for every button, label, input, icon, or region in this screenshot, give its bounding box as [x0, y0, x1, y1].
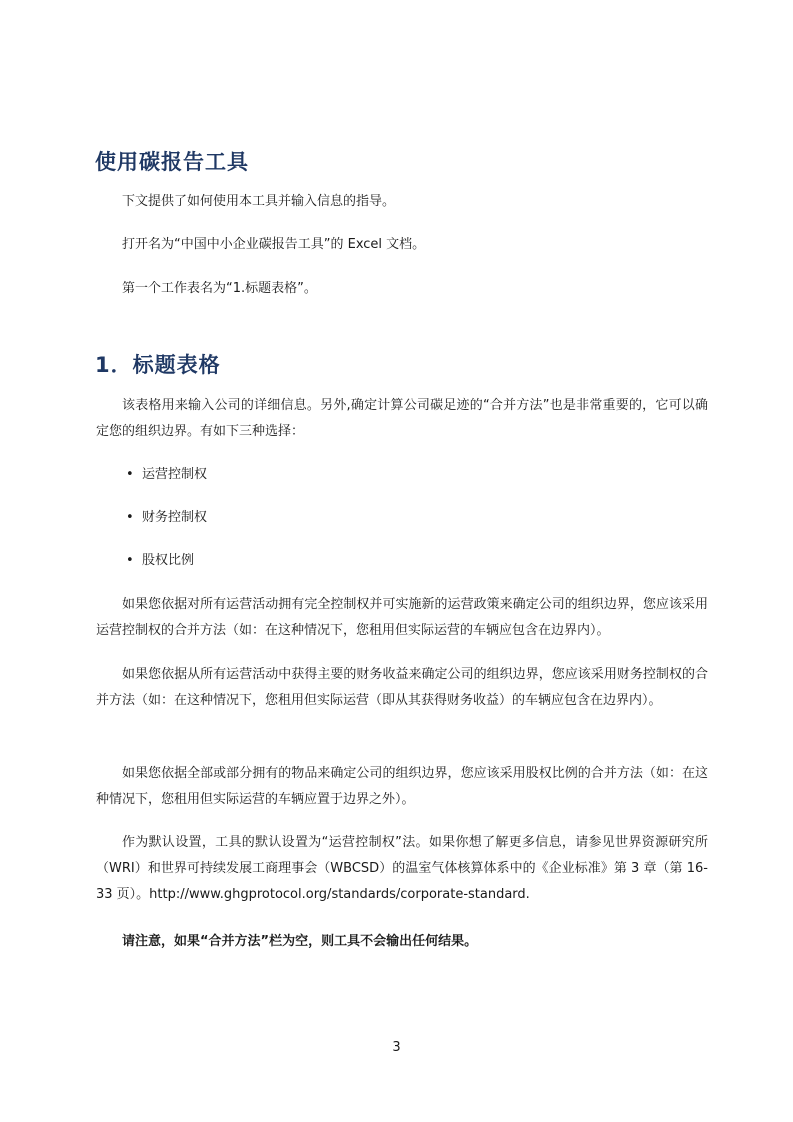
paragraph-note: 请注意，如果“合并方法”栏为空，则工具不会输出任何结果。: [122, 934, 478, 949]
page-number: 3: [392, 1040, 401, 1055]
list-item-equity-share: [126, 551, 194, 571]
paragraph-financial-control: 如果您依据从所有运营活动中获得主要的财务收益来确定公司的组织边界，您应该采用财务控制权的合并方法（如：在这种情况下，您租用但实际运营（即从其获得财务收益）的车辆应包含在边界内）。: [96, 667, 708, 708]
paragraph-intro-guide: 下文提供了如何使用本工具并输入信息的指导。: [122, 194, 396, 209]
list-item-label: 运营控制权: [142, 467, 208, 482]
list-item-label: 股权比例: [142, 553, 195, 568]
section-title-header-form: 1．标题表格: [95, 353, 221, 377]
list-item-financial-control: [126, 508, 207, 528]
paragraph-default-setting: 作为默认设置，工具的默认设置为“运营控制权”法。如果你想了解更多信息，请参见世界资源研究所（WRI）和世界可持续发展工商理事会（WBCSD）的温室气体核算体系中的《企业标准》第 3 章（第 16-33 页）。http://www.ghgprotocol.org/standards/corporate-standard.: [96, 835, 708, 902]
paragraph-equity-share: 如果您依据全部或部分拥有的物品来确定公司的组织边界，您应该采用股权比例的合并方法（如：在这种情况下，您租用但实际运营的车辆应置于边界之外）。: [96, 766, 708, 807]
list-item-operational-control: [126, 465, 207, 485]
paragraph-operational-control: 如果您依据对所有运营活动拥有完全控制权并可实施新的运营政策来确定公司的组织边界，您应该采用运营控制权的合并方法（如：在这种情况下，您租用但实际运营的车辆应包含在边界内）。: [96, 597, 708, 638]
bullet-symbol: •: [126, 553, 134, 568]
bullet-symbol: •: [126, 467, 134, 482]
paragraph-open-excel: 打开名为“中国中小企业碳报告工具”的 Excel 文档。: [122, 237, 426, 252]
section-title-carbon-tool: 使用碳报告工具: [95, 150, 249, 174]
list-item-label: 财务控制权: [142, 510, 208, 525]
paragraph-first-sheet: 第一个工作表名为“1.标题表格”。: [122, 281, 317, 296]
paragraph-form-description: 该表格用来输入公司的详细信息。另外,确定计算公司碳足迹的“合并方法”也是非常重要的，它可以确定您的组织边界。有如下三种选择：: [96, 398, 708, 439]
bullet-symbol: •: [126, 510, 134, 525]
